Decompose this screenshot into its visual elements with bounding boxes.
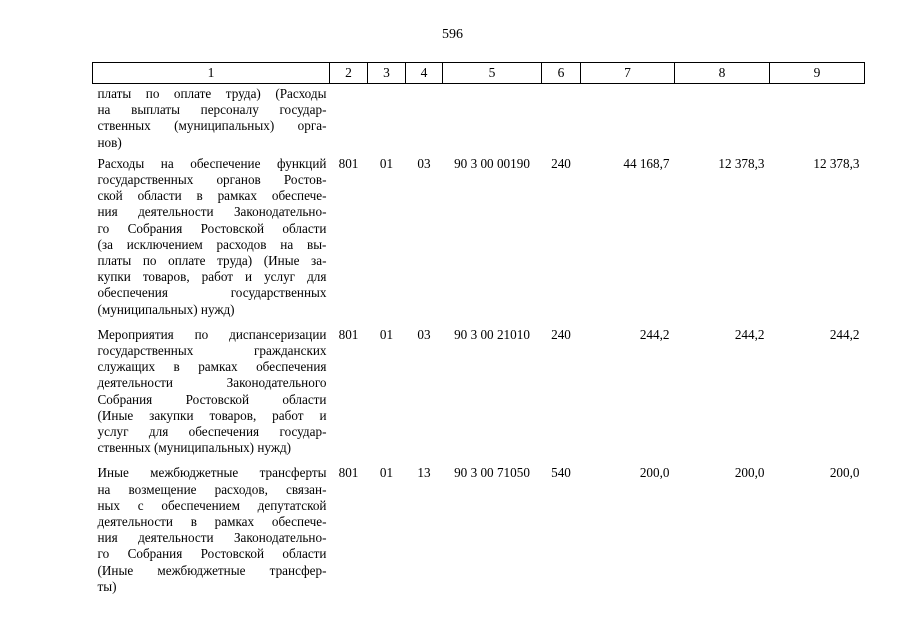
- amount-value: 200,0: [829, 465, 860, 481]
- desc-line: (за исключением расходов на вы-: [97, 236, 327, 252]
- amount-value: 44 168,7: [623, 155, 670, 171]
- desc-line: ты): [97, 578, 117, 594]
- desc-line: го Собрания Ростовской области: [97, 220, 327, 236]
- desc-line: на возмещение расходов, связан-: [97, 481, 327, 497]
- target-article-code: 90 3 00 71050: [454, 465, 530, 481]
- expense-type-code: 540: [551, 465, 571, 481]
- column-header: 2: [330, 63, 368, 84]
- section-code: 01: [379, 465, 394, 481]
- column-header: 6: [542, 63, 581, 84]
- subsection-code: 03: [417, 155, 431, 171]
- section-code: 01: [379, 155, 394, 171]
- desc-line: го Собрания Ростовской области: [97, 546, 327, 562]
- expense-type-code: 240: [551, 326, 571, 342]
- desc-line: Иные межбюджетные трансферты: [97, 465, 327, 481]
- desc-line: Собрания Ростовской области: [97, 391, 327, 407]
- amount-value: 244,2: [829, 326, 860, 342]
- ved-code: 801: [338, 465, 359, 481]
- page-number: 596: [442, 27, 463, 42]
- desc-line: (Иные закупки товаров, работ и: [97, 407, 327, 423]
- amount-value: 12 378,3: [813, 155, 860, 171]
- table-row: [93, 155, 865, 326]
- desc-line: на выплаты персоналу государ-: [97, 102, 327, 118]
- column-header: 5: [443, 63, 542, 84]
- desc-line: платы по оплате труда) (Расходы: [97, 86, 327, 101]
- budget-table: [92, 62, 865, 603]
- subsection-code: 13: [417, 465, 431, 481]
- desc-line: государственных гражданских: [97, 343, 327, 359]
- desc-line: государственных органов Ростов-: [97, 172, 327, 188]
- column-header: 8: [675, 63, 770, 84]
- table-row: [93, 464, 865, 603]
- target-article-code: 90 3 00 21010: [454, 326, 530, 342]
- continuation-row: [93, 84, 865, 155]
- desc-line: купки товаров, работ и услуг для: [97, 269, 327, 285]
- desc-line: служащих в рамках обеспечения: [97, 359, 327, 375]
- target-article-code: 90 3 00 00190: [454, 155, 530, 171]
- column-header: 1: [93, 63, 330, 84]
- desc-line: (Иные межбюджетные трансфер-: [97, 562, 327, 578]
- ved-code: 801: [338, 155, 359, 171]
- row-description: [93, 326, 330, 465]
- desc-line: нов): [97, 134, 122, 150]
- desc-line: обеспечения государственных: [97, 285, 327, 301]
- expense-type-code: 240: [551, 155, 571, 171]
- amount-value: 200,0: [734, 465, 765, 481]
- amount-value: 12 378,3: [718, 155, 765, 171]
- desc-line: услуг для обеспечения государ-: [97, 424, 327, 440]
- desc-line: ния деятельности Законодательно-: [97, 204, 327, 220]
- section-code: 01: [379, 326, 394, 342]
- desc-line: (муниципальных) нужд): [97, 301, 235, 317]
- column-header: 7: [581, 63, 675, 84]
- desc-line: Мероприятия по диспансеризации: [97, 326, 327, 342]
- column-header: 3: [368, 63, 406, 84]
- amount-value: 244,2: [734, 326, 765, 342]
- desc-line: деятельности в рамках обеспече-: [97, 514, 327, 530]
- column-header: 9: [770, 63, 865, 84]
- ved-code: 801: [338, 326, 359, 342]
- amount-value: 200,0: [639, 465, 670, 481]
- row-description: [93, 84, 330, 155]
- desc-line: платы по оплате труда) (Иные за-: [97, 253, 327, 269]
- row-description: [93, 155, 330, 326]
- desc-line: ных с обеспечением депутатской: [97, 497, 327, 513]
- desc-line: Расходы на обеспечение функций: [97, 155, 327, 171]
- amount-value: 244,2: [639, 326, 670, 342]
- subsection-code: 03: [417, 326, 431, 342]
- desc-line: ской области в рамках обеспече-: [97, 188, 327, 204]
- desc-line: ния деятельности Законодательно-: [97, 530, 327, 546]
- table-row: [93, 326, 865, 465]
- header-row: [93, 63, 865, 84]
- desc-line: деятельности Законодательного: [97, 375, 327, 391]
- desc-line: ственных (муниципальных) орга-: [97, 118, 327, 134]
- column-header: 4: [406, 63, 443, 84]
- row-description: [93, 464, 330, 603]
- desc-line: ственных (муниципальных) нужд): [97, 440, 292, 456]
